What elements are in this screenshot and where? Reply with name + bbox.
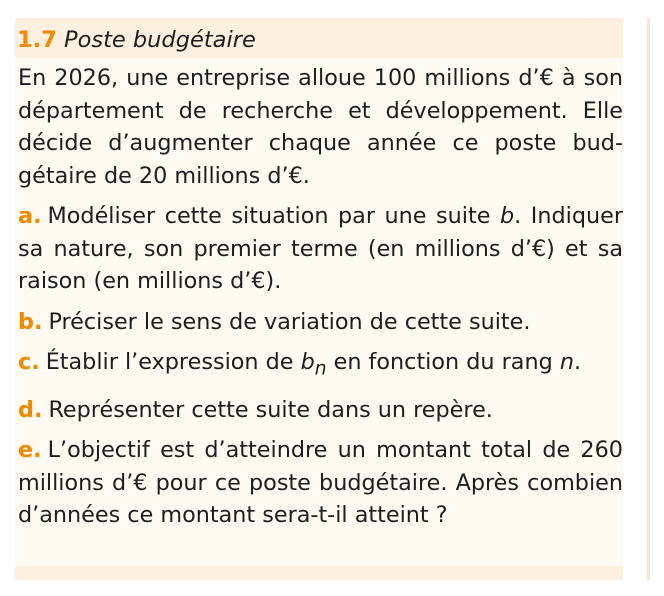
question-text: L’objectif est d’atteindre un montant total de 260 millions d’€ pour ce poste budgétaire. Après combien d’années ce montant sera-t-il atteint ? [18, 437, 623, 529]
question-text: Modéliser cette situation par une suite [47, 203, 491, 229]
question-a [18, 200, 623, 298]
exercise-intro: En 2026, une entreprise alloue 100 millions d’€ à son département de recherche et développement. Elle décide d’augmenter chaque année ce poste budgétaire de 20 millions d’€. [18, 65, 623, 189]
question-c [18, 346, 623, 386]
question-e [18, 434, 623, 532]
exercise-body [18, 62, 623, 532]
question-text: Établir l’expression de [45, 349, 294, 375]
variable-b: b [300, 349, 315, 375]
exercise-number: 1.7 [17, 27, 57, 53]
subscript-n: n [314, 358, 327, 380]
variable-n: n [559, 349, 574, 375]
exercise-title [17, 25, 256, 55]
question-d [18, 394, 623, 427]
question-letter: e. [18, 437, 42, 464]
exercise-box [15, 18, 623, 580]
question-letter: c. [18, 349, 40, 375]
question-text: . [573, 349, 582, 375]
question-text: Représenter cette suite dans un repère. [48, 396, 493, 423]
question-letter: b. [18, 308, 43, 335]
right-margin-rule [647, 18, 650, 580]
title-band [15, 18, 623, 58]
exercise-name: Poste budgétaire [64, 27, 256, 53]
variable-b: b [500, 203, 515, 229]
question-b [18, 306, 623, 339]
question-text: en fonction du rang [333, 349, 553, 375]
question-text: . Indiquer sa nature, son premier terme (en millions d’€) et sa raison (en millions d’€). [18, 203, 624, 294]
question-text: Préciser le sens de variation de cette suite. [48, 308, 531, 335]
question-letter: a. [18, 203, 42, 229]
bottom-band [15, 566, 623, 580]
question-letter: d. [18, 396, 43, 423]
